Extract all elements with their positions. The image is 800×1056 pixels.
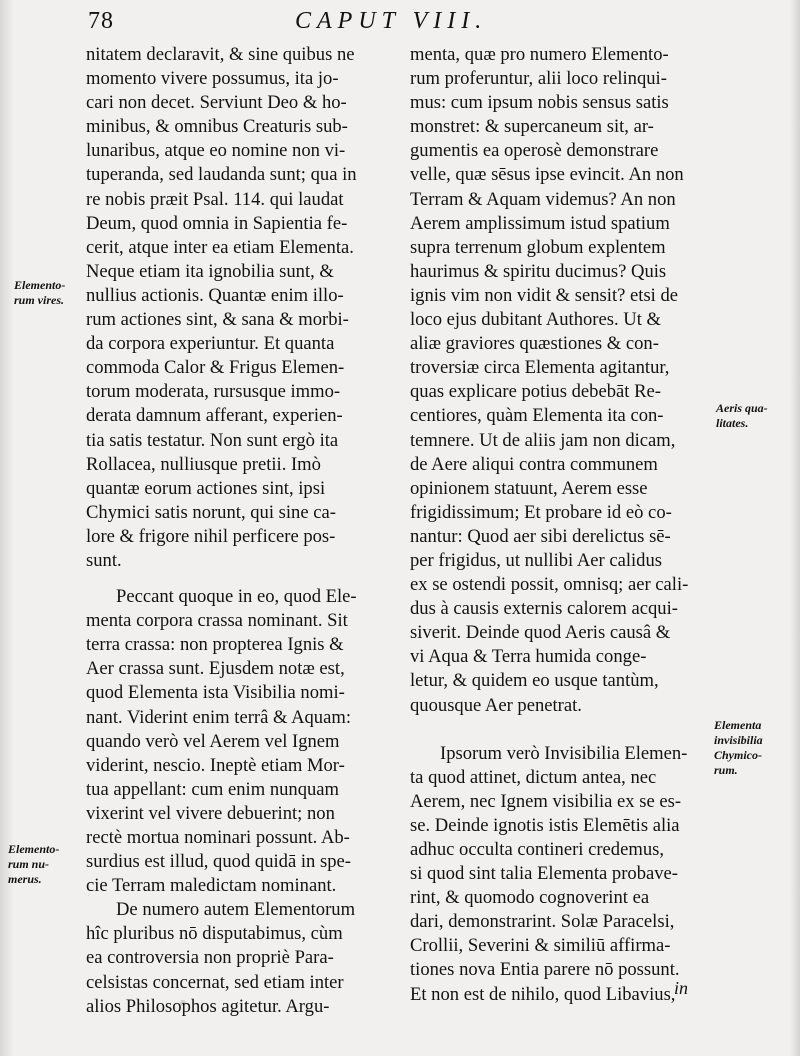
text-line: si quod sint talia Elementa probave- bbox=[410, 863, 678, 885]
text-line: loco ejus dubitant Authores. Ut & bbox=[410, 309, 661, 331]
text-line: lunaribus, atque eo nomine non vi- bbox=[86, 140, 346, 162]
text-line: quando verò vel Aerem vel Ignem bbox=[86, 730, 340, 752]
text-line: ignis vim non vidit & sensit? etsi de bbox=[410, 284, 679, 306]
text-line: derata damnum afferant, experien- bbox=[86, 405, 343, 427]
text-line: letur, & quidem eo usque tantùm, bbox=[410, 670, 659, 692]
text-line: frigidissimum; Et probare id eò co- bbox=[410, 501, 672, 523]
text-line: menta corpora crassa nominant. Sit bbox=[86, 610, 348, 632]
text-line: Chymici satis norunt, qui sine ca- bbox=[86, 501, 336, 523]
text-line: nullius actionis. Quantæ enim illo- bbox=[86, 284, 344, 306]
text-line: De numero autem Elementorum bbox=[116, 899, 356, 921]
text-line: Rollacea, nulliusque pretii. Imò bbox=[86, 453, 321, 475]
text-line: hîc pluribus nō disputabimus, cùm bbox=[86, 923, 343, 945]
text-line: Neque etiam ita ignobilia sunt, & bbox=[86, 260, 334, 282]
marginal-line: rum. bbox=[714, 763, 738, 777]
marginal-note-qualitates bbox=[716, 401, 768, 431]
text-line: temnere. Ut de aliis jam non dicam, bbox=[410, 429, 676, 451]
text-line: ex se ostendi possit, omnisq; aer cali- bbox=[410, 574, 689, 596]
ink-blot bbox=[180, 1000, 186, 1006]
marginal-line: Elementa bbox=[714, 718, 762, 732]
text-line: gumentis ea operosè demonstrare bbox=[410, 140, 659, 162]
right-text-column bbox=[410, 43, 730, 1007]
running-head: CAPUT VIII. bbox=[295, 8, 488, 34]
marginal-line: invisibilia bbox=[714, 733, 763, 747]
marginal-line: Chymico- bbox=[714, 748, 762, 762]
text-line: mus: cum ipsum nobis sensus satis bbox=[410, 92, 669, 114]
marginal-line: Aeris qua- bbox=[716, 401, 768, 415]
text-line: cari non decet. Serviunt Deo & ho- bbox=[86, 92, 347, 114]
text-line: quousque Aer penetrat. bbox=[410, 694, 582, 716]
text-line: siverit. Deinde quod Aeris causâ & bbox=[410, 622, 671, 644]
marginal-line: rum vires. bbox=[14, 293, 65, 307]
marginal-line: Elemento- bbox=[14, 278, 66, 292]
text-line: rint, & quomodo cognoverint ea bbox=[410, 887, 650, 909]
page-header bbox=[0, 6, 800, 40]
marginal-line: rum nu- bbox=[8, 857, 50, 871]
text-line: rum proferuntur, alii loco relinqui- bbox=[410, 68, 667, 90]
text-line: celsistas concernat, sed etiam inter bbox=[86, 971, 344, 993]
text-line: de Aere aliqui contra communem bbox=[410, 453, 658, 475]
marginal-line: merus. bbox=[8, 872, 42, 886]
text-line: tia satis testatur. Non sunt ergò ita bbox=[86, 429, 339, 451]
text-line: nantur: Quod aer sibi derelictus sē- bbox=[410, 525, 671, 547]
text-line: quod Elementa ista Visibilia nomi- bbox=[86, 682, 345, 704]
text-line: sunt. bbox=[86, 549, 122, 571]
text-line: cie Terram maledictam nominant. bbox=[86, 875, 337, 897]
text-line: Et non est de nihilo, quod Libavius, bbox=[410, 983, 676, 1005]
text-line: quantæ eorum actiones sint, ipsi bbox=[86, 477, 326, 499]
text-line: aliæ graviores quæstiones & con- bbox=[410, 333, 659, 355]
text-line: viderint, nescio. Ineptè etiam Mor- bbox=[86, 754, 345, 776]
text-line: vi Aqua & Terra humida conge- bbox=[410, 646, 647, 668]
text-line: per frigidus, ut nullibi Aer calidus bbox=[410, 549, 663, 571]
text-line: rum actiones sint, & sana & morbi- bbox=[86, 309, 349, 331]
text-line: se. Deinde ignotis istis Elemētis alia bbox=[410, 814, 680, 836]
text-line: alios Philosophos agitetur. Argu- bbox=[86, 995, 330, 1017]
text-line: quas explicare potius debebāt Re- bbox=[410, 381, 661, 403]
text-line: torum moderata, rursusque immo- bbox=[86, 381, 341, 403]
marginal-line: Elemento- bbox=[8, 842, 60, 856]
text-line: minibus, & omnibus Creaturis sub- bbox=[86, 116, 348, 138]
text-line: nant. Viderint enim terrâ & Aquam: bbox=[86, 706, 351, 728]
text-line: vixerint vel vivere debuerint; non bbox=[86, 802, 335, 824]
text-line: dari, demonstrarint. Solæ Paracelsi, bbox=[410, 911, 675, 933]
text-line: cerit, atque inter ea etiam Elementa. bbox=[86, 236, 354, 258]
marginal-note-invisibilia bbox=[714, 718, 763, 778]
catchword: in bbox=[674, 978, 689, 998]
text-line: tiones nova Entia parere nō possunt. bbox=[410, 959, 680, 981]
left-text-column bbox=[86, 43, 406, 1019]
text-line: da corpora experiuntur. Et quanta bbox=[86, 333, 335, 355]
text-line: tua appellant: cum enim nunquam bbox=[86, 778, 340, 800]
text-line: supra terrenum globum explentem bbox=[410, 236, 666, 258]
text-line: Peccant quoque in eo, quod Ele- bbox=[116, 586, 357, 608]
text-line: velle, quæ sēsus ipse evincit. An non bbox=[410, 164, 684, 186]
marginal-line: litates. bbox=[716, 416, 749, 430]
text-line: Deum, quod omnia in Sapientia fe- bbox=[86, 212, 348, 234]
paragraph-gap bbox=[410, 718, 730, 742]
text-line: haurimus & spiritu ducimus? Quis bbox=[410, 260, 667, 282]
text-line: rectè mortua nominari possunt. Ab- bbox=[86, 827, 350, 848]
text-line: nitatem declaravit, & sine quibus ne bbox=[86, 44, 355, 65]
text-line: centiores, quàm Elementa ita con- bbox=[410, 405, 664, 427]
text-line: re nobis præit Psal. 114. qui laudat bbox=[86, 188, 344, 210]
marginal-note-numerus bbox=[8, 842, 59, 887]
text-line: ta quod attinet, dictum antea, nec bbox=[410, 766, 657, 788]
text-line: terra crassa: non propterea Ignis & bbox=[86, 634, 344, 656]
text-line: dus à causis externis calorem acqui- bbox=[410, 598, 678, 620]
text-line: Aer crassa sunt. Ejusdem notæ est, bbox=[86, 658, 345, 680]
text-line: Terram & Aquam videmus? An non bbox=[410, 188, 676, 210]
text-line: lore & frigore nihil perficere pos- bbox=[86, 525, 336, 547]
text-line: momento vivere possumus, ita jo- bbox=[86, 68, 339, 90]
text-line: commoda Calor & Frigus Elemen- bbox=[86, 357, 345, 379]
text-line: Crollii, Severini & similiū affirma- bbox=[410, 935, 671, 957]
text-line: adhuc occulta contineri credemus, bbox=[410, 839, 665, 860]
marginal-note-vires bbox=[14, 278, 65, 308]
text-line: surdius est illud, quod quidā in spe- bbox=[86, 851, 351, 873]
text-line: troversiæ circa Elementa agitantur, bbox=[410, 357, 670, 379]
text-line: ea controversia non propriè Para- bbox=[86, 947, 334, 969]
page-number: 78 bbox=[88, 8, 114, 34]
text-line: Aerem, nec Ignem visibilia ex se es- bbox=[410, 790, 682, 812]
text-line: opinionem statuunt, Aerem esse bbox=[410, 477, 648, 499]
text-line: Aerem amplissimum istud spatium bbox=[410, 212, 670, 234]
paragraph-gap bbox=[86, 573, 406, 585]
text-line: menta, quæ pro numero Elemento- bbox=[410, 44, 669, 65]
text-line: Ipsorum verò Invisibilia Elemen- bbox=[440, 742, 688, 764]
text-line: tuperanda, sed laudanda sunt; qua in bbox=[86, 164, 357, 186]
text-line: monstret: & supercaneum sit, ar- bbox=[410, 116, 654, 138]
